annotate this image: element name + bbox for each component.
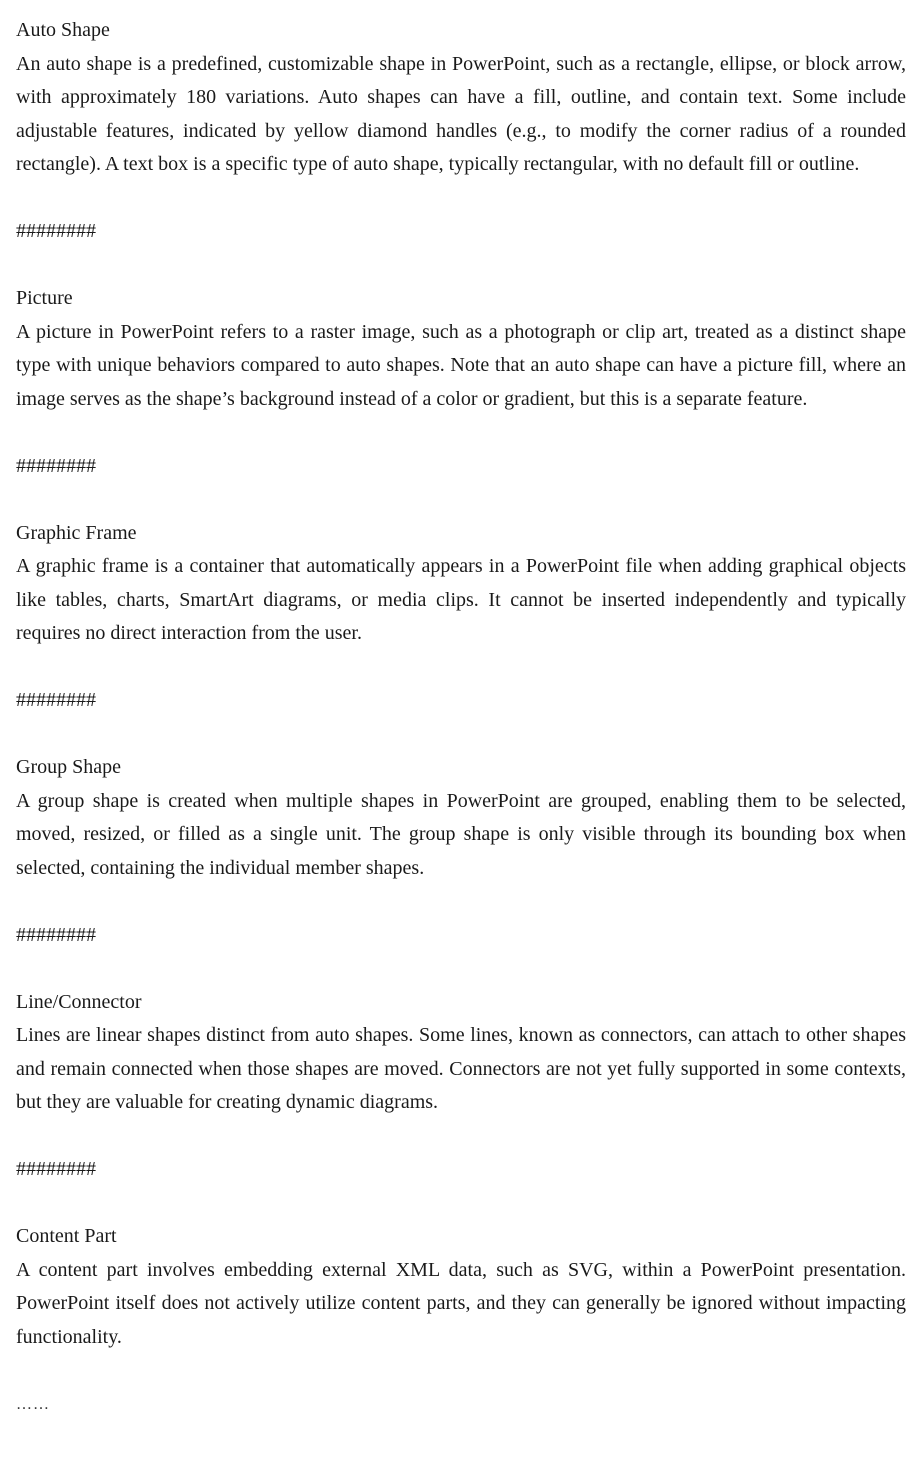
section-title: Graphic Frame — [16, 521, 137, 544]
section-body: A group shape is created when multiple shapes in PowerPoint are grouped, enabling them to be selected, moved, resized, or filled as a single unit. The group shape is only visible through its bounding box when selected, containing the individual member shapes. — [16, 789, 906, 879]
document-page — [16, 14, 906, 1421]
section-title: Content Part — [16, 1225, 117, 1247]
section-body: Lines are linear shapes distinct from auto shapes. Some lines, known as connectors, can attach to other shapes and remain connected when those shapes are moved. Connectors are not yet fully supported in some contexts, but they are valuable for creating dynamic diagrams. — [16, 1024, 906, 1113]
section-title: Picture — [16, 287, 73, 309]
separator: ######## — [16, 689, 96, 711]
separator: ######## — [16, 1158, 96, 1180]
section-content-part — [16, 1220, 906, 1354]
section-group-shape — [16, 751, 906, 885]
continuation-ellipsis: …… — [16, 1395, 50, 1413]
separator: ######## — [16, 454, 96, 477]
separator: ######## — [16, 923, 96, 946]
section-graphic-frame — [16, 517, 906, 651]
section-body: A content part involves embedding external XML data, such as SVG, within a PowerPoint presentation. PowerPoint itself does not actively utilize content parts, and they can generally be ignored without impacting functionality. — [16, 1258, 906, 1348]
section-picture — [16, 282, 906, 416]
separator: ######## — [16, 220, 96, 242]
section-line-connector — [16, 986, 906, 1120]
section-auto-shape — [16, 14, 906, 182]
section-title: Auto Shape — [16, 19, 110, 41]
section-body: A picture in PowerPoint refers to a raster image, such as a photograph or clip art, treated as a distinct shape type with unique behaviors compared to auto shapes. Note that an auto shape can have a picture fill, where an image serves as the shape’s background instead of a color or gradient, but this is a separate feature. — [16, 320, 906, 410]
section-title: Line/Connector — [16, 990, 142, 1013]
section-body: A graphic frame is a container that automatically appears in a PowerPoint file when adding graphical objects like tables, charts, SmartArt diagrams, or media clips. It cannot be inserted independently and typically requires no direct interaction from the user. — [16, 555, 906, 644]
section-title: Group Shape — [16, 756, 121, 778]
section-body: An auto shape is a predefined, customizable shape in PowerPoint, such as a rectangle, ellipse, or block arrow, with approximately 180 variations. Auto shapes can have a fill, outline, and contain text. Some include adjustable features, indicated by yellow diamond handles (e.g., to modify the corner radius of a rounded rectangle). A text box is a specific type of auto shape, typically rectangular, with no default fill or outline. — [16, 52, 906, 175]
